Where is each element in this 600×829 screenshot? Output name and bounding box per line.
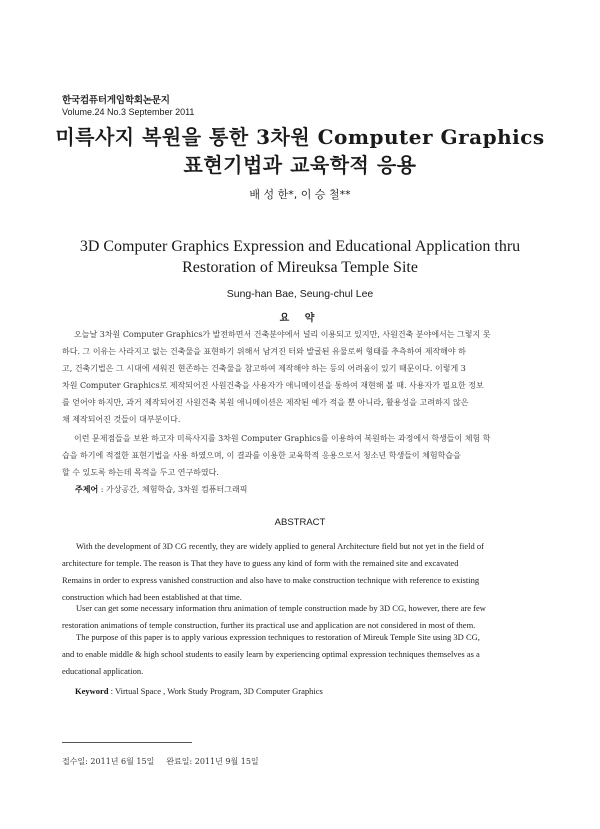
text-line: 오늘날 3차원 Computer Graphics가 발전하면서 건축분야에서 널리 이용되고 있지만, 사원건축 분야에서는 그렇지 못: [74, 330, 491, 339]
text-line: architecture for temple. The reason is That they have to guess any kind of form with the remained site and excavated: [62, 558, 459, 568]
english-title-line-2: Restoration of Mireuksa Temple Site: [182, 259, 418, 276]
text-line: 차원 Computer Graphics로 제작되어진 사원건축을 사용자가 애니메이션을 통하여 재현해 볼 때. 사용자가 필요한 정보: [62, 381, 484, 390]
text-line: construction which had been established at that time.: [62, 592, 242, 602]
english-authors: Sung-han Bae, Seung-chul Lee: [226, 288, 374, 300]
english-abstract-paragraph-1: [62, 538, 542, 606]
korean-title-line-2: 표현기법과 교육학적 응용: [183, 153, 417, 177]
korean-keywords-label: 주제어: [75, 484, 99, 494]
english-abstract-heading: ABSTRACT: [274, 517, 326, 528]
text-line: Remains in order to express vanished construction and also have to make construction technique with reference to existing: [62, 575, 480, 585]
english-title: [0, 236, 600, 278]
text-line: User can get some necessary information thru animation of temple construction made by 3D CG, however, there are few: [76, 603, 486, 613]
received-date: 접수일: 2011년 6월 15일: [62, 757, 155, 766]
korean-keywords: [75, 482, 247, 497]
text-line: 채 제작되어진 것들이 대부분이다.: [62, 415, 181, 424]
journal-header: [62, 95, 194, 118]
text-line: 하다. 그 이유는 사라지고 없는 건축물을 표현하기 위해서 남겨진 터와 발굴된 유물로써 형태를 추측하여 제작해야 하: [62, 347, 466, 356]
text-line: With the development of 3D CG recently, they are widely applied to general Architecture field but not yet in the field of: [76, 541, 484, 551]
korean-authors: 배 성 한*, 이 승 철**: [249, 188, 351, 201]
date-footnote: [62, 756, 259, 768]
text-line: restoration animations of temple construction, further its practical use and application are not considered in most of them.: [62, 620, 476, 630]
text-line: 습을 하기에 적절한 표현기법을 사용 하였으며, 이 결과를 이용한 교육학적 응용으로서 청소년 학생들이 체험학습을: [62, 451, 461, 460]
text-line: 고, 건축기법은 그 시대에 세워진 현존하는 건축물을 참고하여 제작해야 하는 등의 어려움이 있기 때문이다. 이렇게 3: [62, 364, 466, 373]
korean-abstract-paragraph-1: [62, 326, 542, 428]
accepted-date: 완료일: 2011년 9월 15일: [166, 757, 259, 766]
journal-name: 한국컴퓨터게임학회논문지: [62, 95, 170, 106]
text-line: educational application.: [62, 666, 144, 676]
english-keywords-label: Keyword: [75, 686, 109, 696]
english-title-line-1: 3D Computer Graphics Expression and Educational Application thru: [79, 238, 521, 255]
text-line: 할 수 있도록 하는데 목적을 두고 연구하였다.: [62, 468, 219, 477]
text-line: 를 얻어야 하지만, 과거 제작되어진 사원건축 복원 애니메이션은 제작된 예가 적을 뿐 아니라, 활용성을 고려하지 않은: [62, 398, 469, 407]
english-keywords: [75, 684, 323, 698]
journal-volume: Volume.24 No.3 September 2011: [62, 107, 195, 117]
english-abstract-paragraph-3: [62, 629, 542, 680]
text-line: The purpose of this paper is to apply various expression techniques to restoration of Mireuk Temple Site using 3D CG,: [76, 632, 480, 642]
korean-abstract-heading: 요 약: [279, 313, 321, 324]
korean-keywords-text: : 가상공간, 체험학습, 3차원 컴퓨터그래픽: [98, 485, 248, 494]
footnote-divider: [62, 742, 192, 743]
text-line: 이런 문제점들을 보완 하고자 미륵사지를 3차원 Computer Graphics를 이용하여 복원하는 과정에서 학생들이 체험 학: [74, 434, 491, 443]
korean-title-line-1: 미륵사지 복원을 통한 3차원 Computer Graphics: [55, 125, 545, 149]
english-keywords-text: : Virtual Space , Work Study Program, 3D Computer Graphics: [108, 686, 323, 696]
text-line: and to enable middle & high school students to easily learn by experiencing optimal expression techniques themselves as a: [62, 649, 480, 659]
korean-title: [0, 123, 600, 179]
korean-abstract-paragraph-2: [62, 430, 542, 481]
